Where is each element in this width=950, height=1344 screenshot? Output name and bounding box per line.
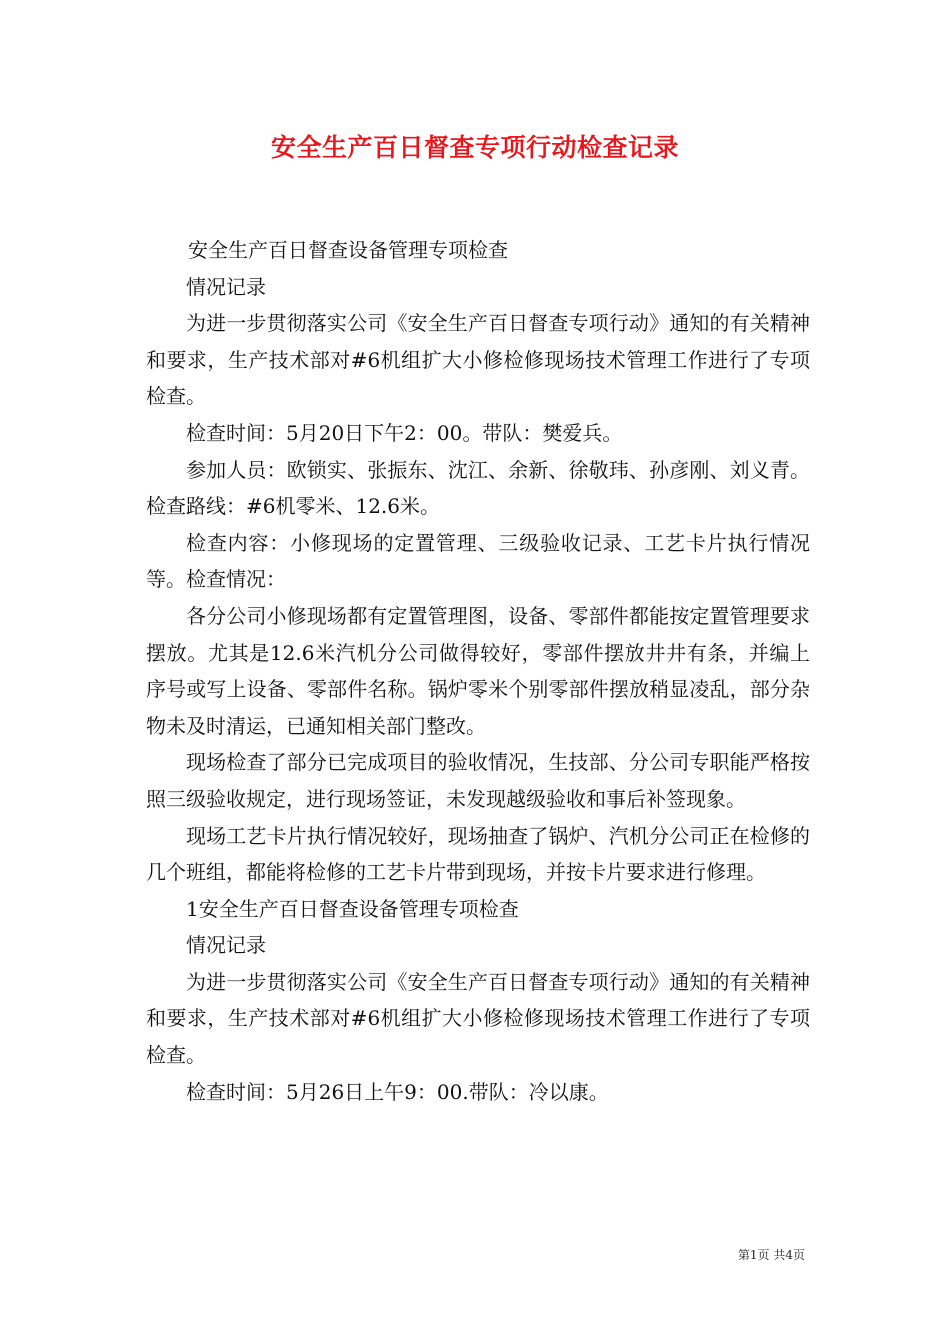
paragraph: 现场检查了部分已完成项目的验收情况，生技部、分公司专职能严格按照三级验收规定，进行现场签证，未发现越级验收和事后补签现象。 [146, 750, 810, 811]
section-subheading: 情况记录 [186, 933, 266, 958]
page-number-footer: 第1页 共4页 [737, 1248, 805, 1262]
paragraph: 检查内容：小修现场的定置管理、三级验收记录、工艺卡片执行情况等。检查情况： [146, 530, 810, 592]
paragraph: 现场工艺卡片执行情况较好，现场抽查了锅炉、汽机分公司正在检修的几个班组，都能将检修的工艺卡片带到现场，并按卡片要求进行修理。 [146, 823, 810, 885]
section-heading: 1安全生产百日督查设备管理专项检查 [186, 896, 519, 921]
section-heading: 安全生产百日督查设备管理专项检查 [188, 238, 508, 262]
paragraph: 参加人员：欧锁实、张振东、沈江、余新、徐敬玮、孙彦刚、刘义青。检查路线：#6机零米、12.6米。 [146, 457, 810, 519]
document-body [146, 232, 810, 1110]
paragraph: 检查时间：5月20日下午2：00。带队：樊爱兵。 [186, 420, 623, 445]
paragraph: 各分公司小修现场都有定置管理图，设备、零部件都能按定置管理要求摆放。尤其是12.6米汽机分公司做得较好，零部件摆放井井有条，并编上序号或写上设备、零部件名称。锅炉零米个别零部件摆放稍显凌乱，部分杂物未及时清运，已通知相关部门整改。 [146, 603, 810, 738]
paragraph: 为进一步贯彻落实公司《安全生产百日督查专项行动》通知的有关精神和要求，生产技术部对#6机组扩大小修检修现场技术管理工作进行了专项检查。 [146, 311, 810, 409]
paragraph: 为进一步贯彻落实公司《安全生产百日督查专项行动》通知的有关精神和要求，生产技术部对#6机组扩大小修检修现场技术管理工作进行了专项检查。 [146, 969, 810, 1068]
section-subheading: 情况记录 [186, 274, 266, 299]
paragraph: 检查时间：5月26日上午9：00.带队：冷以康。 [186, 1079, 609, 1104]
document-title: 安全生产百日督查专项行动检查记录 [270, 133, 679, 162]
